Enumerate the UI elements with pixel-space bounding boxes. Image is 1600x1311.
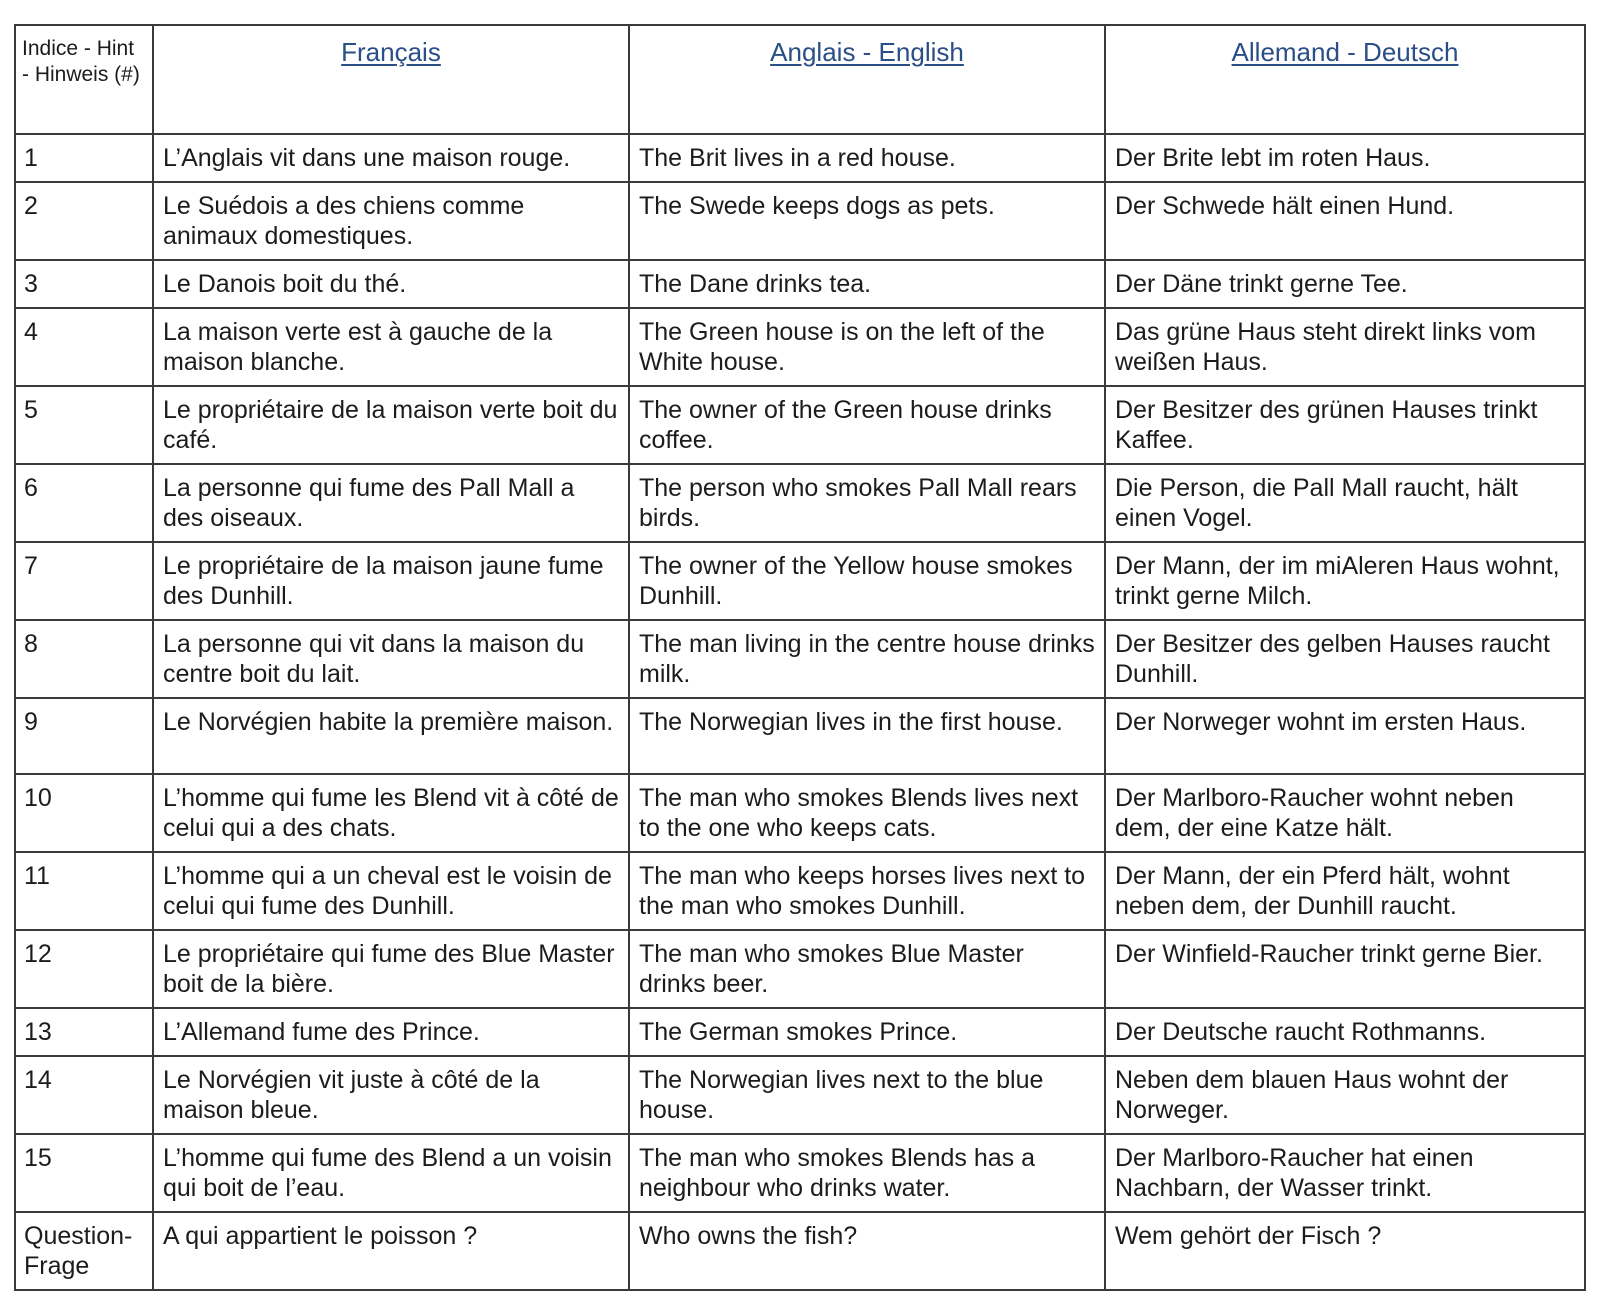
english-cell: The man who keeps horses lives next to the man who smokes Dunhill. bbox=[629, 852, 1105, 930]
german-cell: Der Brite lebt im roten Haus. bbox=[1105, 134, 1585, 182]
french-cell: Le Norvégien habite la première maison. bbox=[153, 698, 629, 774]
question-label: Question- Frage bbox=[15, 1212, 153, 1290]
table-row bbox=[15, 260, 1585, 308]
table-row bbox=[15, 308, 1585, 386]
french-cell: L’Allemand fume des Prince. bbox=[153, 1008, 629, 1056]
french-cell: Le propriétaire qui fume des Blue Master boit de la bière. bbox=[153, 930, 629, 1008]
english-cell: The man living in the centre house drinks milk. bbox=[629, 620, 1105, 698]
german-cell: Der Marlboro-Raucher hat einen Nachbarn, der Wasser trinkt. bbox=[1105, 1134, 1585, 1212]
hint-number: 8 bbox=[15, 620, 153, 698]
german-cell: Der Däne trinkt gerne Tee. bbox=[1105, 260, 1585, 308]
german-cell: Der Norweger wohnt im ersten Haus. bbox=[1105, 698, 1585, 774]
german-cell: Der Schwede hält einen Hund. bbox=[1105, 182, 1585, 260]
hint-number: 1 bbox=[15, 134, 153, 182]
hint-number: 9 bbox=[15, 698, 153, 774]
header-english-link[interactable]: Anglais - English bbox=[770, 37, 964, 67]
hint-number: 12 bbox=[15, 930, 153, 1008]
hint-number: 5 bbox=[15, 386, 153, 464]
english-cell: The Brit lives in a red house. bbox=[629, 134, 1105, 182]
english-cell: The Swede keeps dogs as pets. bbox=[629, 182, 1105, 260]
french-cell: L’homme qui a un cheval est le voisin de celui qui fume des Dunhill. bbox=[153, 852, 629, 930]
table-row bbox=[15, 182, 1585, 260]
english-question: Who owns the fish? bbox=[629, 1212, 1105, 1290]
header-french bbox=[153, 25, 629, 134]
french-cell: La maison verte est à gauche de la maison blanche. bbox=[153, 308, 629, 386]
english-cell: The man who smokes Blends lives next to the one who keeps cats. bbox=[629, 774, 1105, 852]
table-row bbox=[15, 1056, 1585, 1134]
german-cell: Der Besitzer des gelben Hauses raucht Dunhill. bbox=[1105, 620, 1585, 698]
english-cell: The German smokes Prince. bbox=[629, 1008, 1105, 1056]
header-row bbox=[15, 25, 1585, 134]
hint-number: 14 bbox=[15, 1056, 153, 1134]
german-cell: Neben dem blauen Haus wohnt der Norweger. bbox=[1105, 1056, 1585, 1134]
table-row bbox=[15, 1134, 1585, 1212]
french-cell: La personne qui fume des Pall Mall a des oiseaux. bbox=[153, 464, 629, 542]
french-cell: Le Norvégien vit juste à côté de la maison bleue. bbox=[153, 1056, 629, 1134]
table-row bbox=[15, 698, 1585, 774]
hint-number: 15 bbox=[15, 1134, 153, 1212]
german-cell: Der Marlboro-Raucher wohnt neben dem, der eine Katze hält. bbox=[1105, 774, 1585, 852]
hint-number: 3 bbox=[15, 260, 153, 308]
german-cell: Der Mann, der im miAleren Haus wohnt, trinkt gerne Milch. bbox=[1105, 542, 1585, 620]
french-cell: L’homme qui fume des Blend a un voisin qui boit de l’eau. bbox=[153, 1134, 629, 1212]
header-german bbox=[1105, 25, 1585, 134]
hint-number: 13 bbox=[15, 1008, 153, 1056]
question-row bbox=[15, 1212, 1585, 1290]
hint-number: 6 bbox=[15, 464, 153, 542]
header-german-link[interactable]: Allemand - Deutsch bbox=[1231, 37, 1459, 67]
german-cell: Die Person, die Pall Mall raucht, hält einen Vogel. bbox=[1105, 464, 1585, 542]
english-cell: The man who smokes Blue Master drinks beer. bbox=[629, 930, 1105, 1008]
german-cell: Der Besitzer des grünen Hauses trinkt Kaffee. bbox=[1105, 386, 1585, 464]
header-hint: Indice - Hint - Hinweis (#) bbox=[15, 25, 153, 134]
french-question: A qui appartient le poisson ? bbox=[153, 1212, 629, 1290]
hint-number: 10 bbox=[15, 774, 153, 852]
hint-number: 7 bbox=[15, 542, 153, 620]
table-row bbox=[15, 1008, 1585, 1056]
english-cell: The owner of the Yellow house smokes Dunhill. bbox=[629, 542, 1105, 620]
german-cell: Der Deutsche raucht Rothmanns. bbox=[1105, 1008, 1585, 1056]
english-cell: The Dane drinks tea. bbox=[629, 260, 1105, 308]
english-cell: The owner of the Green house drinks coffee. bbox=[629, 386, 1105, 464]
document-page bbox=[14, 24, 1584, 1291]
french-cell: Le propriétaire de la maison verte boit du café. bbox=[153, 386, 629, 464]
table-row bbox=[15, 386, 1585, 464]
header-english bbox=[629, 25, 1105, 134]
table-row bbox=[15, 134, 1585, 182]
german-cell: Der Mann, der ein Pferd hält, wohnt neben dem, der Dunhill raucht. bbox=[1105, 852, 1585, 930]
french-cell: L’Anglais vit dans une maison rouge. bbox=[153, 134, 629, 182]
german-question: Wem gehört der Fisch ? bbox=[1105, 1212, 1585, 1290]
table-row bbox=[15, 774, 1585, 852]
table-row bbox=[15, 852, 1585, 930]
hints-table bbox=[14, 24, 1586, 1291]
table-row bbox=[15, 464, 1585, 542]
hint-number: 2 bbox=[15, 182, 153, 260]
header-french-link[interactable]: Français bbox=[341, 37, 441, 67]
english-cell: The Green house is on the left of the White house. bbox=[629, 308, 1105, 386]
french-cell: Le Suédois a des chiens comme animaux domestiques. bbox=[153, 182, 629, 260]
english-cell: The person who smokes Pall Mall rears birds. bbox=[629, 464, 1105, 542]
hint-number: 4 bbox=[15, 308, 153, 386]
french-cell: Le Danois boit du thé. bbox=[153, 260, 629, 308]
english-cell: The man who smokes Blends has a neighbour who drinks water. bbox=[629, 1134, 1105, 1212]
french-cell: La personne qui vit dans la maison du centre boit du lait. bbox=[153, 620, 629, 698]
table-row bbox=[15, 620, 1585, 698]
german-cell: Der Winfield-Raucher trinkt gerne Bier. bbox=[1105, 930, 1585, 1008]
table-row bbox=[15, 930, 1585, 1008]
english-cell: The Norwegian lives next to the blue house. bbox=[629, 1056, 1105, 1134]
german-cell: Das grüne Haus steht direkt links vom weißen Haus. bbox=[1105, 308, 1585, 386]
french-cell: L’homme qui fume les Blend vit à côté de celui qui a des chats. bbox=[153, 774, 629, 852]
french-cell: Le propriétaire de la maison jaune fume des Dunhill. bbox=[153, 542, 629, 620]
table-row bbox=[15, 542, 1585, 620]
english-cell: The Norwegian lives in the first house. bbox=[629, 698, 1105, 774]
hint-number: 11 bbox=[15, 852, 153, 930]
